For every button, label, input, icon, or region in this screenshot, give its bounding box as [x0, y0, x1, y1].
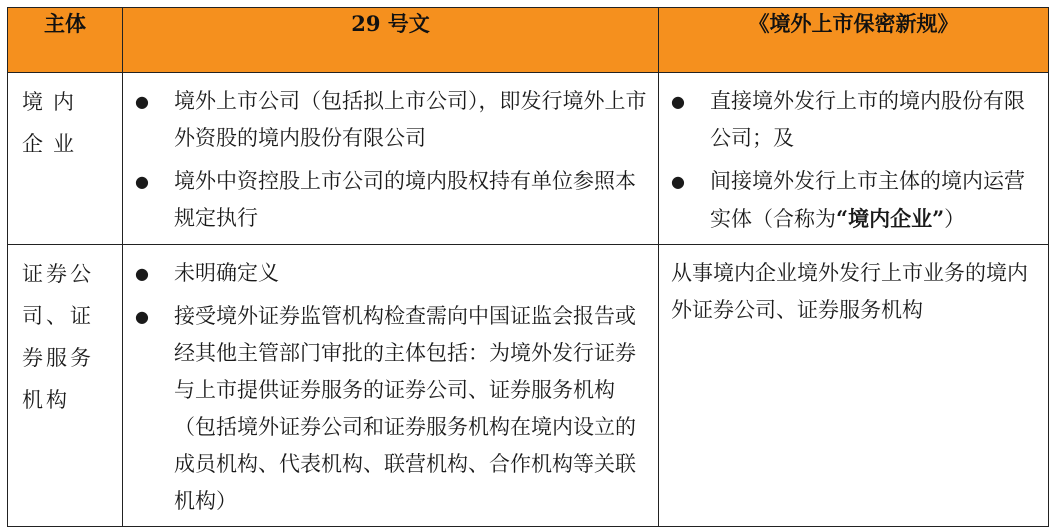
doc29-list — [123, 73, 658, 237]
list-item-text-prefix: 间接境外发行上市主体的境内运营实体（合称为 — [710, 169, 1025, 231]
bullet-icon: ● — [135, 307, 149, 326]
new-rule-text: 从事境内企业境外发行上市业务的境内外证券公司、证券服务机构 — [671, 261, 1028, 322]
bullet-icon: ● — [135, 92, 149, 111]
header-row — [8, 8, 1049, 73]
new-rule-cell — [659, 73, 1049, 245]
bullet-icon: ● — [671, 172, 685, 191]
new-rule-list — [659, 73, 1048, 238]
list-item — [135, 298, 648, 520]
subject-cell: 证券公司、证券服务机构 — [8, 245, 123, 527]
bullet-icon: ● — [135, 172, 149, 191]
list-item-text: 境外中资控股上市公司的境内股权持有单位参照本规定执行 — [174, 169, 636, 230]
new-rule-cell — [659, 245, 1049, 527]
defined-term: “境内企业” — [836, 206, 945, 231]
doc29-cell — [123, 245, 659, 527]
bullet-icon: ● — [135, 264, 149, 283]
list-item — [135, 83, 648, 157]
list-item — [671, 163, 1038, 238]
comparison-table — [7, 7, 1049, 527]
doc29-list — [123, 245, 658, 520]
row-domestic-enterprise — [8, 73, 1049, 245]
list-item-text: 接受境外证券监管机构检查需向中国证监会报告或经其他主管部门审批的主体包括：为境外发行证券与上市提供证券服务的证券公司、证券服务机构（包括境外证券公司和证券服务机构在境内设立的成员机构、代表机构、联营机构、合作机构等关联机构） — [174, 304, 636, 513]
header-doc29: 29 号文 — [123, 8, 659, 73]
header-new-rule: 《境外上市保密新规》 — [659, 8, 1049, 73]
header-subject: 主体 — [8, 8, 123, 73]
list-item-text-suffix: ） — [944, 207, 966, 231]
list-item — [135, 255, 648, 292]
list-item-text: 未明确定义 — [174, 261, 279, 285]
list-item-text: 直接境外发行上市的境内股份有限公司；及 — [710, 89, 1025, 150]
bullet-icon: ● — [671, 92, 685, 111]
list-item — [135, 163, 648, 237]
row-securities-firms — [8, 245, 1049, 527]
list-item — [671, 83, 1038, 157]
list-item-text: 境外上市公司（包括拟上市公司），即发行境外上市外资股的境内股份有限公司 — [174, 89, 647, 150]
subject-cell: 境内企业 — [8, 73, 123, 245]
doc29-cell — [123, 73, 659, 245]
